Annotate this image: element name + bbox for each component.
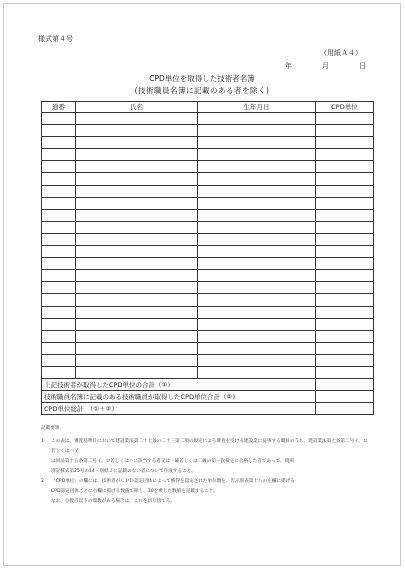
cpd-cell[interactable] [316, 233, 374, 245]
serial-cell[interactable] [42, 185, 76, 197]
day-label: 日 [359, 62, 366, 70]
notes-section [41, 424, 371, 507]
name-cell[interactable] [76, 330, 198, 342]
table-row [42, 161, 374, 173]
birth-date-cell[interactable] [198, 185, 316, 197]
serial-cell[interactable] [42, 197, 76, 209]
birth-date-cell[interactable] [198, 161, 316, 173]
birth-date-cell[interactable] [198, 173, 316, 185]
header-name: 氏名 [76, 102, 198, 113]
summary-row [42, 391, 374, 403]
summary-row [42, 379, 374, 391]
note-number: 2 [41, 479, 44, 484]
table-row [42, 233, 374, 245]
serial-cell[interactable] [42, 209, 76, 221]
serial-cell[interactable] [42, 246, 76, 258]
cpd-cell[interactable] [316, 354, 374, 366]
cpd-cell[interactable] [316, 161, 374, 173]
birth-date-cell[interactable] [198, 209, 316, 221]
cpd-cell[interactable] [316, 282, 374, 294]
note-line: なお、小数点以下の端数がある場合は、これを切り捨てる。 [51, 499, 176, 504]
note-line: CPD認定団体ごとに右欄に掲げる数値で除し、30を乗じた数値を記載すること。 [51, 489, 218, 494]
cpd-cell[interactable] [316, 366, 374, 378]
paper-size-label: （用紙Ａ４） [320, 49, 362, 57]
document-subtitle: (技術職員名簿に記載のある者を除く) [134, 86, 270, 95]
table-header-row [42, 102, 374, 113]
serial-cell[interactable] [42, 366, 76, 378]
summary-label: 技術職員名簿に記載のある技術職員が取得したCPD単位合計（②） [42, 391, 316, 403]
cpd-cell[interactable] [316, 209, 374, 221]
cpd-cell[interactable] [316, 258, 374, 270]
name-cell[interactable] [76, 354, 198, 366]
summary-value-cell[interactable] [316, 391, 374, 403]
cpd-cell[interactable] [316, 306, 374, 318]
table-row [42, 137, 374, 149]
birth-date-cell[interactable] [198, 246, 316, 258]
name-cell[interactable] [76, 221, 198, 233]
cpd-cell[interactable] [316, 185, 374, 197]
table-row [42, 270, 374, 282]
form-page [3, 3, 401, 566]
birth-date-cell[interactable] [198, 197, 316, 209]
birth-date-cell[interactable] [198, 221, 316, 233]
header-birth-date: 生年月日 [198, 102, 316, 113]
birth-date-cell[interactable] [198, 354, 316, 366]
cpd-cell[interactable] [316, 342, 374, 354]
serial-cell[interactable] [42, 330, 76, 342]
birth-date-cell[interactable] [198, 149, 316, 161]
table-row [42, 330, 374, 342]
summary-row [42, 403, 374, 415]
name-cell[interactable] [76, 246, 198, 258]
birth-date-cell[interactable] [198, 342, 316, 354]
cpd-cell[interactable] [316, 149, 374, 161]
serial-cell[interactable] [42, 294, 76, 306]
header-cpd-units: CPD単位 [316, 102, 374, 113]
serial-cell[interactable] [42, 258, 76, 270]
serial-cell[interactable] [42, 233, 76, 245]
name-cell[interactable] [76, 173, 198, 185]
name-cell[interactable] [76, 270, 198, 282]
cpd-cell[interactable] [316, 294, 374, 306]
date-line [285, 61, 366, 71]
summary-value-cell[interactable] [316, 379, 374, 391]
table-row [42, 113, 374, 125]
serial-cell[interactable] [42, 113, 76, 125]
birth-date-cell[interactable] [198, 270, 316, 282]
name-cell[interactable] [76, 342, 198, 354]
cpd-cell[interactable] [316, 318, 374, 330]
birth-date-cell[interactable] [198, 137, 316, 149]
birth-date-cell[interactable] [198, 306, 316, 318]
table-row [42, 149, 374, 161]
table-row [42, 366, 374, 378]
table-row [42, 342, 374, 354]
cpd-cell[interactable] [316, 270, 374, 282]
table-row [42, 354, 374, 366]
name-cell[interactable] [76, 282, 198, 294]
table-row [42, 185, 374, 197]
table-row [42, 209, 374, 221]
cpd-cell[interactable] [316, 125, 374, 137]
table-row [42, 197, 374, 209]
table-row [42, 318, 374, 330]
birth-date-cell[interactable] [198, 330, 316, 342]
cpd-cell[interactable] [316, 197, 374, 209]
document-title: CPD単位を取得した技術者名簿 [149, 74, 255, 83]
name-cell[interactable] [76, 318, 198, 330]
serial-cell[interactable] [42, 354, 76, 366]
name-cell[interactable] [76, 137, 198, 149]
note-line: この表は、審査基準日において建設業法第二十七条の二十三第二項の規定による審査を受ける建設業に従事する職員のうち、建設業法第七条第二号イ、ロ若しくはハ又 [51, 439, 368, 454]
table-row [42, 306, 374, 318]
cpd-cell[interactable] [316, 330, 374, 342]
summary-value-cell[interactable] [316, 403, 374, 415]
serial-cell[interactable] [42, 221, 76, 233]
birth-date-cell[interactable] [198, 113, 316, 125]
summary-label: 上記技術者が取得したCPD単位の合計（①） [42, 379, 316, 391]
serial-cell[interactable] [42, 173, 76, 185]
table-row [42, 246, 374, 258]
birth-date-cell[interactable] [198, 318, 316, 330]
table-row [42, 258, 374, 270]
birth-date-cell[interactable] [198, 282, 316, 294]
note-line: 別記様式第25号の14・別紙２に記載のない者について作成すること。 [51, 469, 196, 474]
birth-date-cell[interactable] [198, 294, 316, 306]
cpd-cell[interactable] [316, 246, 374, 258]
name-cell[interactable] [76, 185, 198, 197]
form-number: 様式第４号 [38, 35, 73, 43]
serial-cell[interactable] [42, 137, 76, 149]
name-cell[interactable] [76, 125, 198, 137]
serial-cell[interactable] [42, 125, 76, 137]
name-cell[interactable] [76, 113, 198, 125]
note-number: 1 [41, 439, 44, 444]
name-cell[interactable] [76, 161, 198, 173]
notes-heading: 記載要領 [41, 426, 60, 431]
note-item [41, 477, 371, 507]
cpd-cell[interactable] [316, 113, 374, 125]
name-cell[interactable] [76, 209, 198, 221]
month-label: 月 [322, 62, 329, 70]
serial-cell[interactable] [42, 161, 76, 173]
table-row [42, 282, 374, 294]
birth-date-cell[interactable] [198, 125, 316, 137]
serial-cell[interactable] [42, 342, 76, 354]
birth-date-cell[interactable] [198, 366, 316, 378]
note-line: 「CPD単位」の欄には、技術者がＣＰＤ認定団体によって修得を認定された単位数を、告示別表第十八の左欄に掲げる [51, 479, 295, 484]
summary-label: CPD単位総計 （①＋②） [42, 403, 316, 415]
name-cell[interactable] [76, 149, 198, 161]
table-row [42, 221, 374, 233]
table-row [42, 173, 374, 185]
technician-table [41, 101, 374, 415]
name-cell[interactable] [76, 294, 198, 306]
name-cell[interactable] [76, 366, 198, 378]
cpd-cell[interactable] [316, 221, 374, 233]
name-cell[interactable] [76, 306, 198, 318]
note-item [41, 437, 371, 477]
name-cell[interactable] [76, 258, 198, 270]
name-cell[interactable] [76, 197, 198, 209]
serial-cell[interactable] [42, 318, 76, 330]
cpd-cell[interactable] [316, 137, 374, 149]
serial-cell[interactable] [42, 282, 76, 294]
cpd-cell[interactable] [316, 173, 374, 185]
name-cell[interactable] [76, 233, 198, 245]
note-line: は同法第十五条第二号イ、ロ若しくはハに該当する者又は一級若しくは二級の第一次検定に合格した者であって、規則 [51, 459, 294, 464]
header-serial-number: 通番 [42, 102, 76, 113]
year-label: 年 [285, 62, 292, 70]
table-row [42, 125, 374, 137]
serial-cell[interactable] [42, 270, 76, 282]
table-row [42, 294, 374, 306]
birth-date-cell[interactable] [198, 233, 316, 245]
birth-date-cell[interactable] [198, 258, 316, 270]
serial-cell[interactable] [42, 149, 76, 161]
serial-cell[interactable] [42, 306, 76, 318]
